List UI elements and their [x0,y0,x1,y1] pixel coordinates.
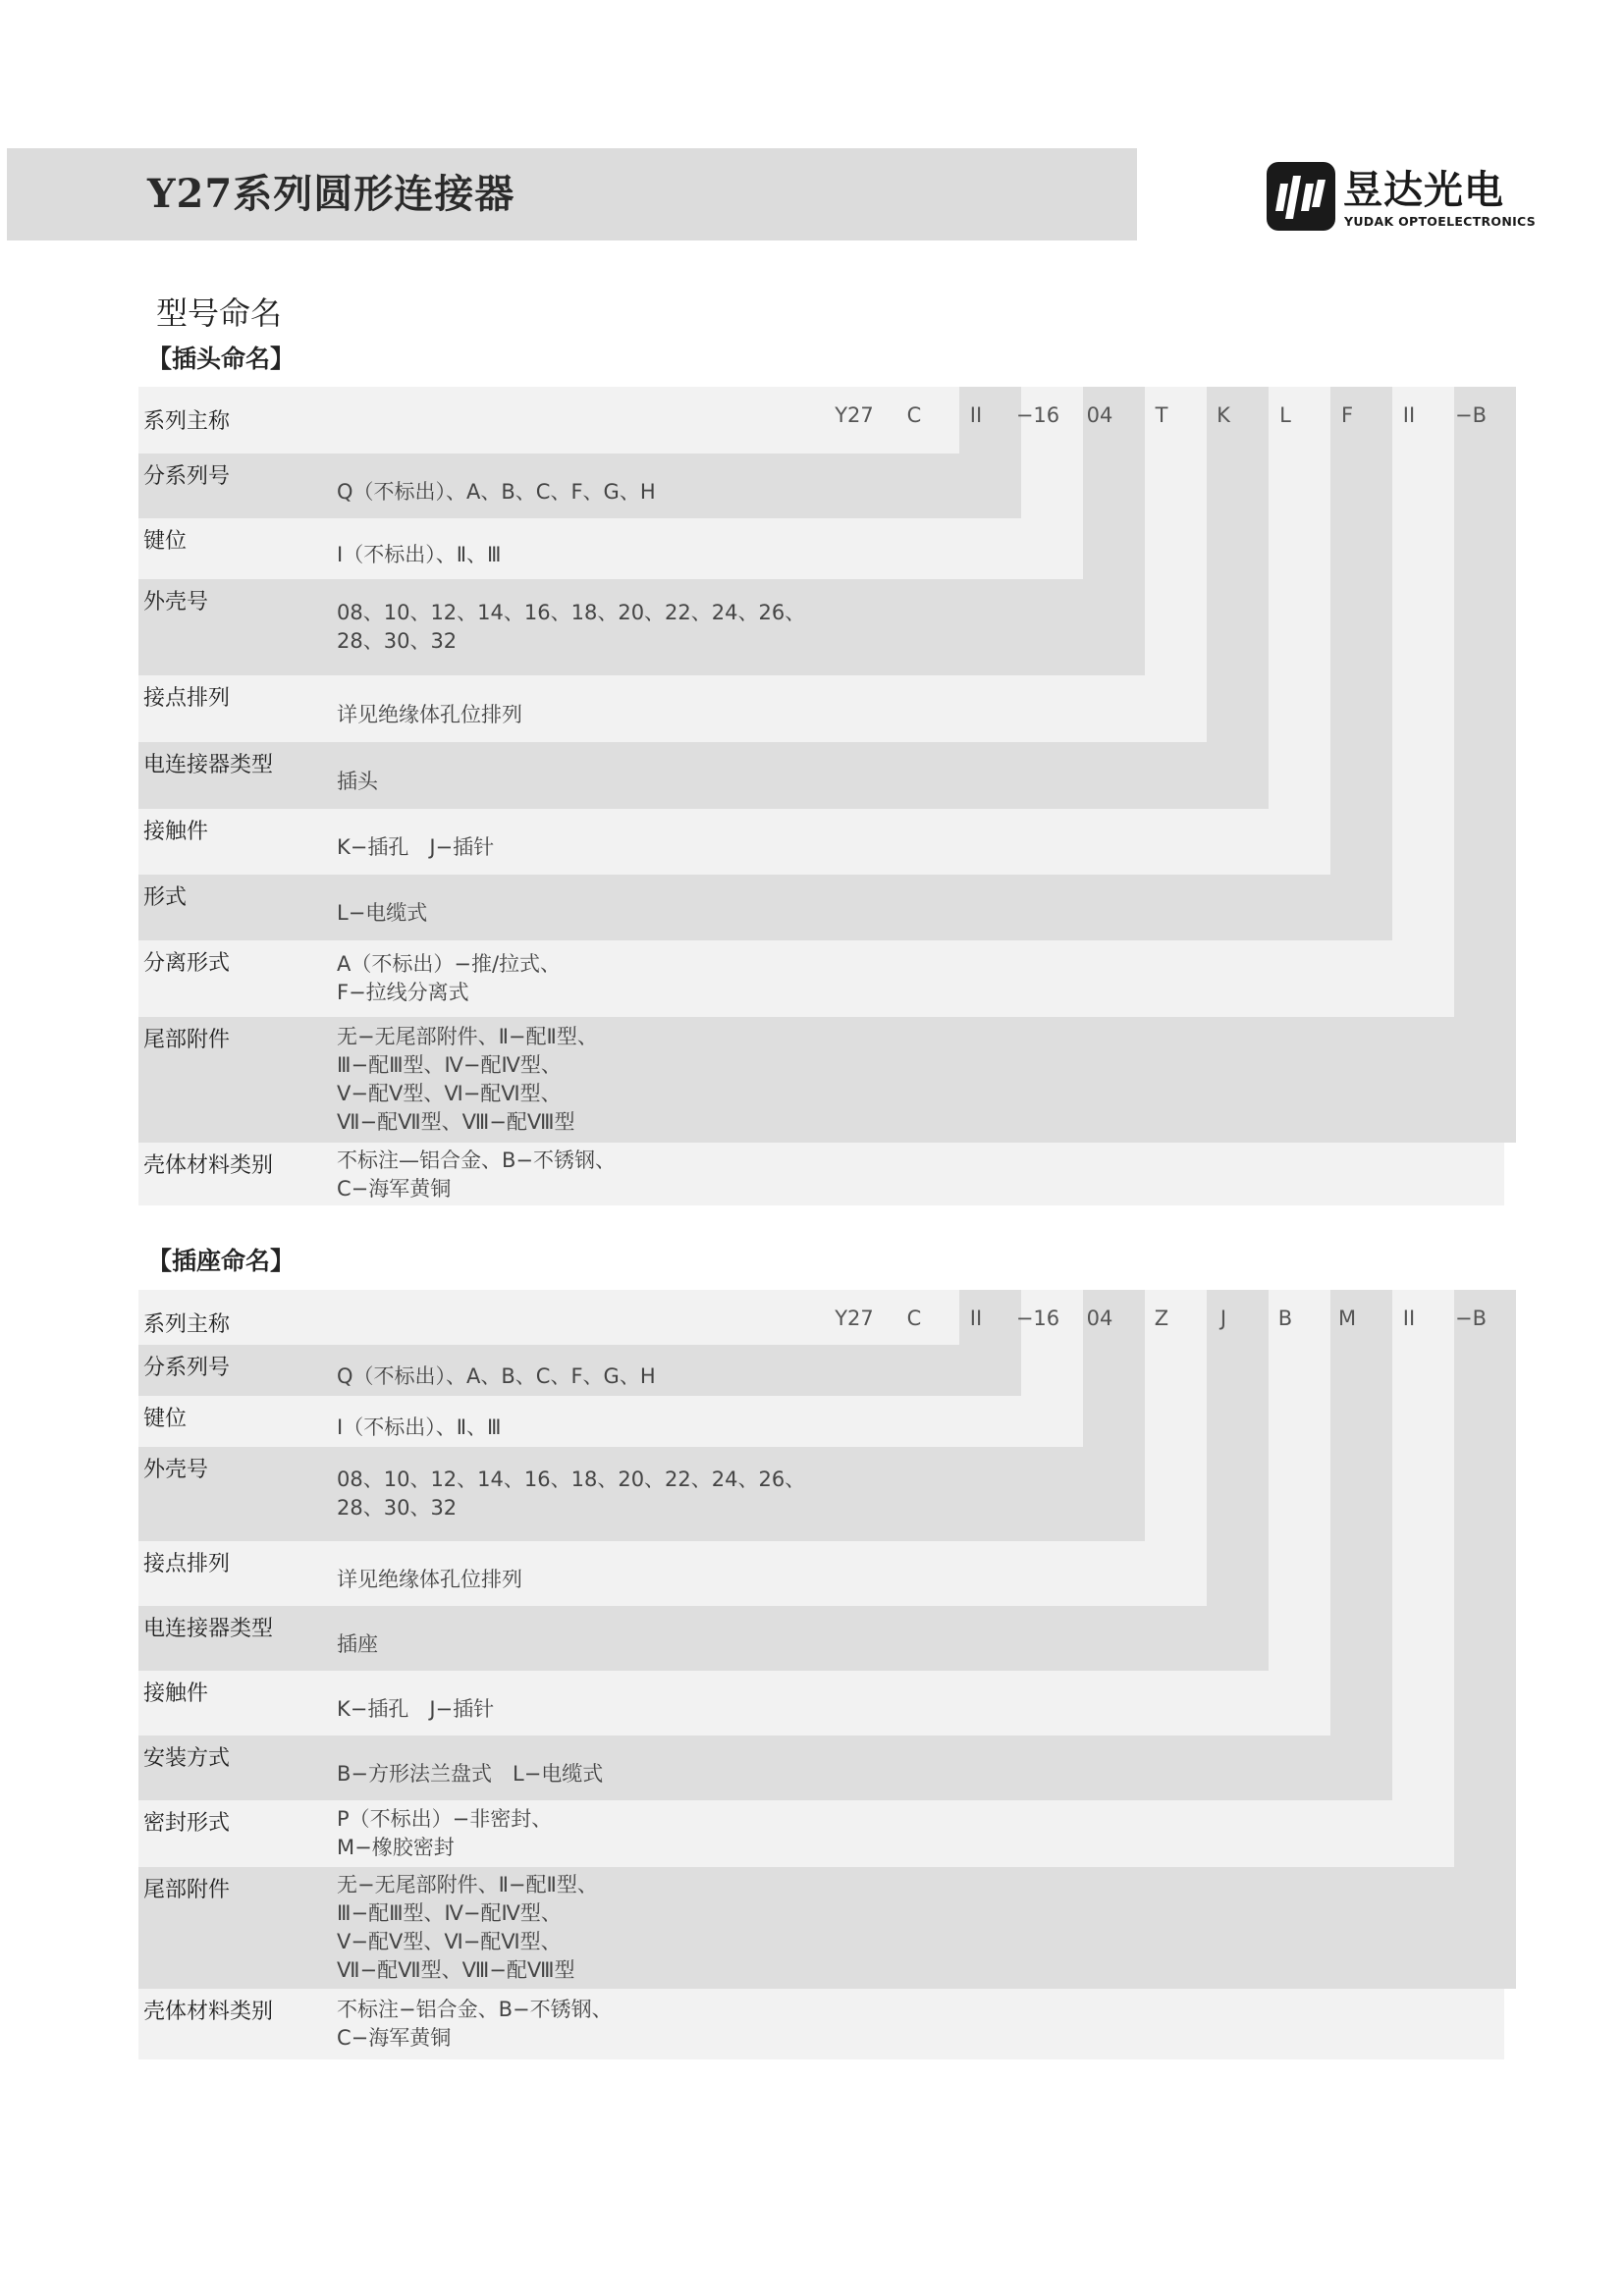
row-band [138,518,1021,579]
row-value: 28、30、32 [337,1496,458,1520]
row-band [138,1606,1207,1671]
row-band [138,1017,1454,1143]
model-code: II [969,1307,983,1330]
code-column [1330,1290,1392,1800]
model-code: F [1340,403,1354,427]
plug-naming-title: 【插头命名】 [147,345,296,373]
row-value: B−方形法兰盘式 L−电缆式 [337,1762,604,1786]
model-code: −16 [1015,403,1060,427]
section-title: 型号命名 [156,294,283,332]
row-value: 无−无尾部附件、Ⅱ−配Ⅱ型、 [337,1873,598,1896]
model-code: Y27 [835,403,874,427]
row-value: 不标注—铝合金、B−不锈钢、 [337,1148,617,1172]
plug-naming-table [138,387,1504,1205]
model-code: −16 [1015,1307,1060,1330]
row-band [138,1735,1330,1800]
model-code: Y27 [835,1307,874,1330]
series-label: 系列主称 [143,1312,231,1337]
row-label: 分系列号 [143,1356,231,1380]
row-value: 详见绝缘体孔位排列 [337,1568,522,1591]
row-band [138,1396,1021,1447]
row-label: 尾部附件 [143,1028,231,1052]
row-value: 08、10、12、14、16、18、20、22、24、26、 [337,1468,806,1491]
model-code: II [1402,403,1416,427]
row-label: 电连接器类型 [143,1617,274,1641]
model-code: II [969,403,983,427]
row-band [138,809,1269,875]
row-value: 不标注−铝合金、B−不锈钢、 [337,1998,613,2021]
row-value: M−橡胶密封 [337,1836,455,1859]
row-value: C−海军黄铜 [337,1177,452,1201]
document-title: Y27系列圆形连接器 [147,171,515,217]
model-code: −B [1454,403,1487,427]
row-band [138,742,1207,809]
row-value: Q（不标出）、A、B、C、F、G、H [337,480,656,504]
row-value: L−电缆式 [337,901,428,925]
row-value: Ⅲ−配Ⅲ型、Ⅳ−配Ⅳ型、 [337,1053,562,1077]
socket-naming-title: 【插座命名】 [147,1247,296,1275]
row-band [138,1447,1083,1541]
model-code: 04 [1086,403,1113,427]
row-band [138,1867,1454,1989]
row-label: 尾部附件 [143,1878,231,1902]
model-code: II [1402,1307,1416,1330]
code-column [1454,387,1516,1143]
row-band [138,940,1392,1017]
row-value: Ⅶ−配Ⅶ型、Ⅷ−配Ⅷ型 [337,1958,575,1982]
row-value: 08、10、12、14、16、18、20、22、24、26、 [337,601,806,624]
model-code: C [906,1307,922,1330]
row-value: C−海军黄铜 [337,2026,452,2050]
code-column [1207,387,1269,809]
code-column [1330,387,1392,940]
row-value: 插头 [337,770,378,793]
row-value: Ⅴ−配Ⅴ型、Ⅵ−配Ⅵ型、 [337,1930,562,1953]
logo-english-name: YUDAK OPTOELECTRONICS [1344,214,1537,229]
row-label: 外壳号 [143,1458,209,1482]
row-value: Ⅰ（不标出）、Ⅱ、Ⅲ [337,543,502,566]
model-code: Z [1154,1307,1169,1330]
code-column [1207,1290,1269,1671]
model-code: J [1219,1307,1227,1330]
row-value: 无−无尾部附件、Ⅱ−配Ⅱ型、 [337,1025,598,1048]
row-label: 壳体材料类别 [143,1153,274,1178]
model-code: T [1155,403,1168,427]
row-label: 接点排列 [143,1552,231,1576]
code-column [1454,1290,1516,1989]
row-label: 密封形式 [143,1811,231,1836]
row-band [138,875,1330,940]
model-code: C [906,403,922,427]
row-value: Q（不标出）、A、B、C、F、G、H [337,1364,656,1388]
model-code: K [1217,403,1230,427]
row-value: Ⅴ−配Ⅴ型、Ⅵ−配Ⅵ型、 [337,1082,562,1105]
code-column [1145,387,1207,742]
row-value: A（不标出）−推/拉式、 [337,952,562,976]
row-value: Ⅲ−配Ⅲ型、Ⅳ−配Ⅳ型、 [337,1901,562,1925]
row-value: F−拉线分离式 [337,981,469,1004]
logo-mark-icon [1267,162,1335,231]
code-column [1269,387,1330,875]
row-value: Ⅶ−配Ⅶ型、Ⅷ−配Ⅷ型 [337,1110,575,1134]
row-label: 键位 [143,529,188,554]
row-band [138,579,1083,675]
row-label: 电连接器类型 [143,753,274,777]
code-column [1269,1290,1330,1735]
code-column [1392,1290,1454,1867]
row-band [138,1671,1269,1735]
row-label: 安装方式 [143,1746,231,1771]
socket-naming-table [138,1290,1504,2059]
model-code: −B [1454,1307,1487,1330]
series-label: 系列主称 [143,409,231,434]
row-value: K−插孔 J−插针 [337,1697,495,1721]
row-label: 分系列号 [143,464,231,489]
row-band [138,1541,1145,1606]
row-value: P（不标出）−非密封、 [337,1807,553,1831]
row-value: 插座 [337,1632,378,1656]
row-label: 壳体材料类别 [143,2000,274,2024]
row-value: Ⅰ（不标出）、Ⅱ、Ⅲ [337,1415,502,1439]
company-logo [1267,159,1537,238]
code-column [1145,1290,1207,1606]
row-value: K−插孔 J−插针 [337,835,495,859]
row-value: 28、30、32 [337,629,458,653]
code-column [1083,387,1145,675]
row-label: 形式 [143,885,188,910]
row-label: 接点排列 [143,686,231,711]
row-band [138,1800,1392,1867]
row-band [138,675,1145,742]
model-code: L [1279,403,1291,427]
row-label: 外壳号 [143,590,209,614]
logo-chinese-name: 昱达光电 [1343,168,1504,213]
model-code: M [1337,1307,1357,1330]
model-code: 04 [1086,1307,1113,1330]
row-label: 接触件 [143,820,209,844]
row-value: 详见绝缘体孔位排列 [337,703,522,726]
row-label: 接触件 [143,1682,209,1706]
model-code: B [1277,1307,1293,1330]
row-label: 分离形式 [143,951,231,976]
row-label: 键位 [143,1407,188,1431]
code-column [1392,387,1454,1017]
